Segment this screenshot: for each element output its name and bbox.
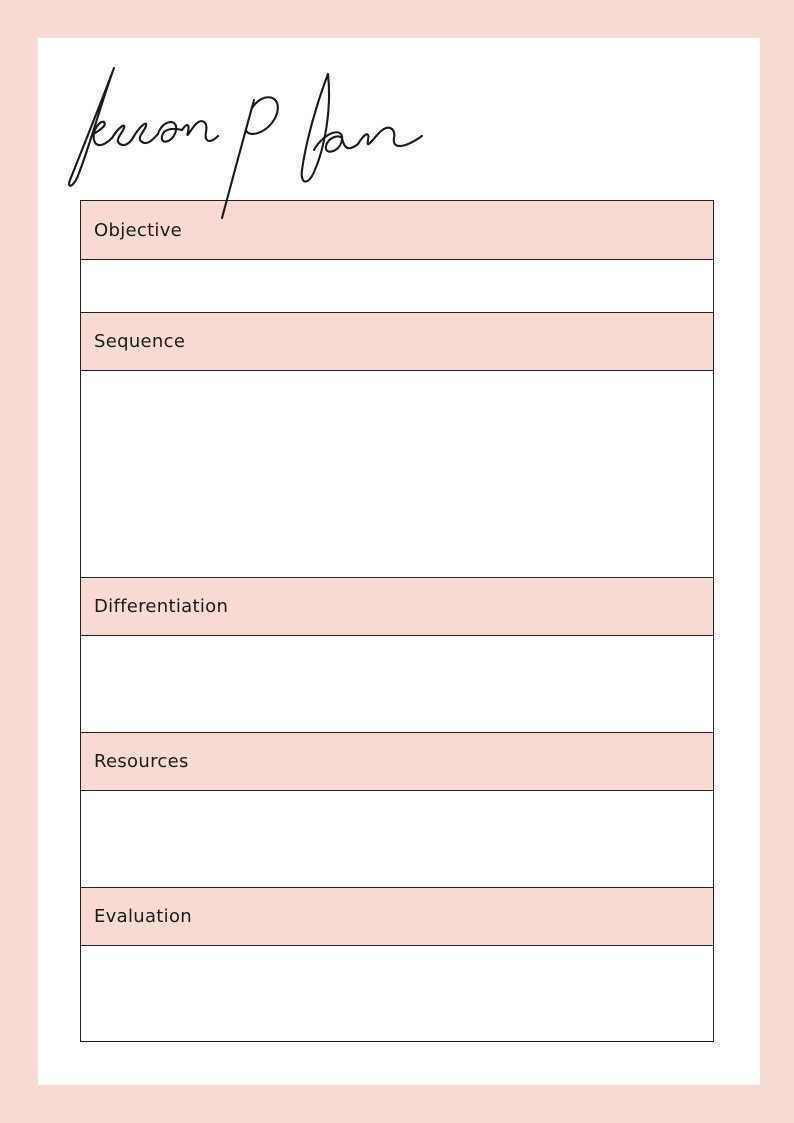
objective-field[interactable]	[81, 260, 713, 312]
sequence-header	[81, 312, 713, 371]
evaluation-header	[81, 887, 713, 946]
resources-field[interactable]	[81, 791, 713, 887]
resources-label: Resources	[94, 751, 189, 772]
lesson-plan-title	[62, 60, 442, 225]
lesson-plan-table	[80, 200, 714, 1042]
resources-header	[81, 732, 713, 791]
differentiation-header	[81, 577, 713, 636]
objective-label: Objective	[94, 219, 183, 241]
sequence-label: Sequence	[94, 331, 186, 352]
sequence-field[interactable]	[81, 371, 713, 577]
evaluation-label: Evaluation	[94, 906, 192, 927]
differentiation-field[interactable]	[81, 636, 713, 732]
evaluation-field[interactable]	[81, 946, 713, 1040]
differentiation-label: Differentiation	[94, 596, 229, 617]
